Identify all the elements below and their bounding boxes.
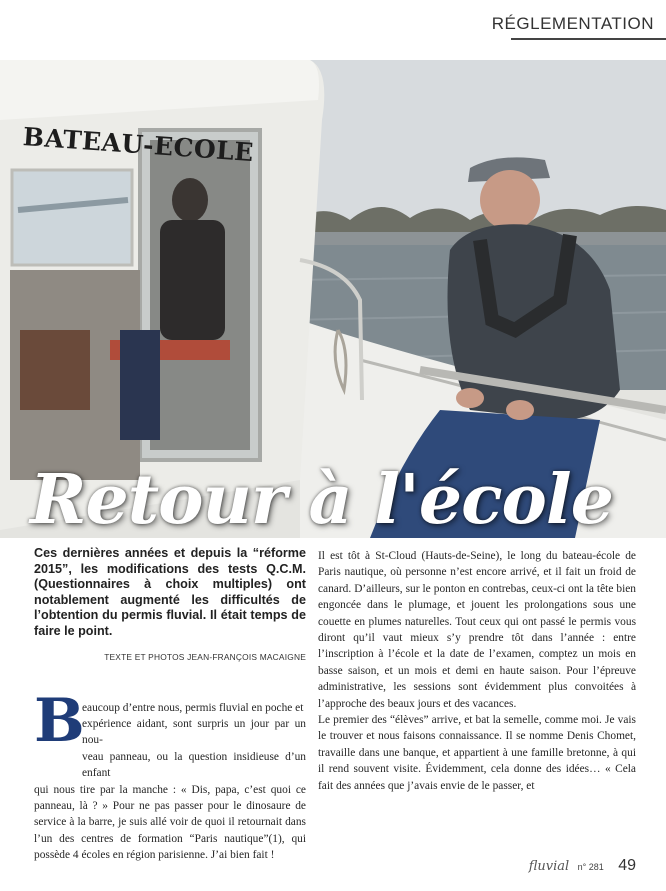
hero-photo (0, 60, 666, 538)
page-footer (529, 857, 636, 875)
article-title: Retour à l'école (30, 460, 613, 538)
body-line: expérience aidant, sont surpris un jour par un nou- (82, 717, 306, 747)
boat-sign: BATEAU-ECOLE (21, 122, 255, 168)
left-column (34, 546, 306, 864)
magazine-name: fluvial (528, 859, 570, 874)
body-paragraph: Il est tôt à St-Cloud (Hauts-de-Seine), le long du bateau-école de Paris nautique, où personne n’est encore arrivé, et il fait un froid de canard. D’ailleurs, sur le ponton en contrebas, ceux-ci ont la tête bien engoncée dans le plumage, et jouent les prolongations sous une couette en plumes naturelles. Tout ceux qui ont passé le permis vous diront qu’il vaut mieux s’y prendre tôt dans l’année : entre l’inscription à l’école et la date de l’examen, comptez un mois en basse saison, et un mois et demi en haute saison. Pour l’épreuve administrative, les sessions sont évidemment plus convoitées à l’approche des beaux jours et des vacances. (318, 550, 636, 710)
article-lead: Ces dernières années et depuis la “réforme 2015”, les modifications des tests Q.C.M. (Questionnaires à choix multiples) ont notablement augmenté les difficultés de l’obtention du permis fluvial. Il était temps de faire le point. (34, 546, 306, 638)
article-credit: TEXTE ET PHOTOS JEAN-FRANÇOIS MACAIGNE (104, 651, 306, 662)
section-header (491, 0, 666, 40)
section-label: RÉGLEMENTATION (491, 14, 654, 33)
body-line: eaucoup d’entre nous, permis fluvial en poche et (82, 701, 304, 714)
body-line: veau panneau, ou la question insidieuse d’un enfant (82, 750, 306, 780)
section-rule (511, 38, 666, 40)
right-column (318, 548, 636, 794)
page-number: 49 (618, 857, 636, 874)
article-body-start (34, 685, 306, 864)
issue-number: n° 281 (577, 862, 604, 872)
body-paragraph: qui nous tire par la manche : « Dis, papa, c’est quoi ce panneau, là ? » Pour ne pas passer pour le dinosaure de service à la barre, je suis allé voir de quoi il retournait dans l’un des centres de formation “Paris nautique”(1), qui possède 4 écoles en région parisienne. J’ai bien fait ! (34, 783, 306, 862)
drop-cap: B (34, 685, 85, 756)
body-paragraph: Le premier des “élèves” arrive, et bat la semelle, comme moi. Je vais le trouver et nous faisons connaissance. Il se nomme Denis Chomet, travaille dans une banque, et appartient à une famille bretonne, à qui il rend souvent visite. Évidemment, cela donne des idées… « Cela fait des années que j’avais envie de le passer, et (318, 714, 636, 792)
